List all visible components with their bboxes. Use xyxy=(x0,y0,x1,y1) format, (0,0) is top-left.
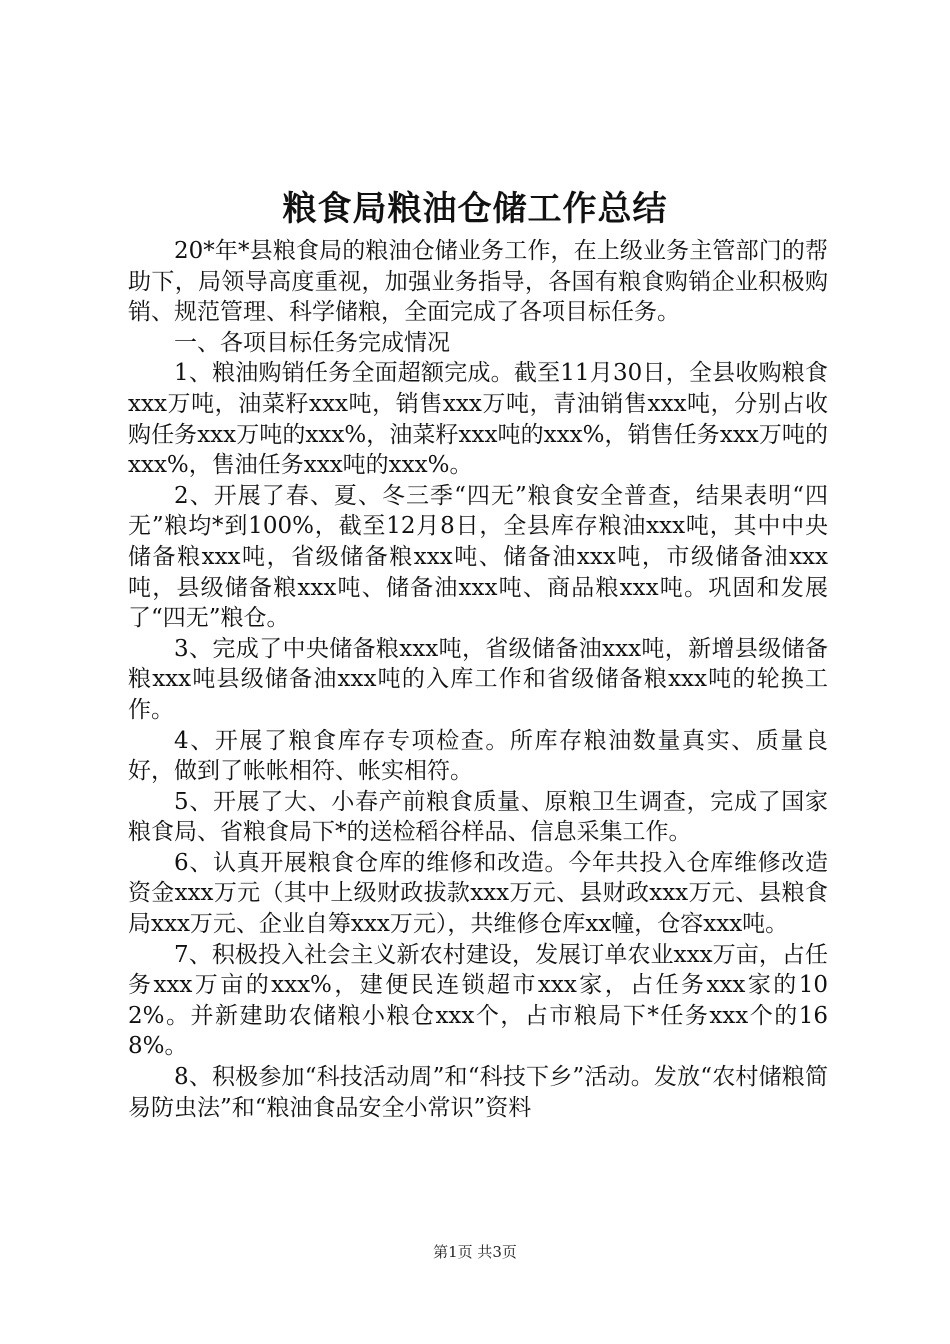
paragraph-intro: 20*年*县粮食局的粮油仓储业务工作，在上级业务主管部门的帮助下，局领导高度重视，加强业务指导，各国有粮食购销企业积极购销、规范管理、科学储粮，全面完成了各项目标任务。 xyxy=(128,238,828,326)
paragraph-item-1: 1、粮油购销任务全面超额完成。截至11月30日，全县收购粮食xxx万吨，油菜籽xxx吨，销售xxx万吨，青油销售xxx吨，分别占收购任务xxx万吨的xxx%，油菜籽xxx吨的xxx%，销售任务xxx万吨的xxx%，售油任务xxx吨的xxx%。 xyxy=(128,360,828,479)
page-footer: 第1页 共3页 xyxy=(433,1243,517,1261)
paragraph-item-8: 8、积极参加“科技活动周”和“科技下乡”活动。发放“农村储粮简易防虫法”和“粮油食品安全小常识”资料 xyxy=(128,1064,828,1121)
paragraph-item-6: 6、认真开展粮食仓库的维修和改造。今年共投入仓库维修改造资金xxx万元（其中上级财政拔款xxx万元、县财政xxx万元、县粮食局xxx万元、企业自筹xxx万元），共维修仓库xx幢，仓容xxx吨。 xyxy=(128,849,828,938)
paragraph-item-7: 7、积极投入社会主义新农村建设，发展订单农业xxx万亩，占任务xxx万亩的xxx%，建便民连锁超市xxx家，占任务xxx家的102%。并新建助农储粮小粮仓xxx个，占市粮局下*任务xxx个的168%。 xyxy=(128,941,828,1060)
paragraph-item-3: 3、完成了中央储备粮xxx吨，省级储备油xxx吨，新增县级储备粮xxx吨县级储备油xxx吨的入库工作和省级储备粮xxx吨的轮换工作。 xyxy=(128,635,828,723)
paragraph-item-4: 4、开展了粮食库存专项检查。所库存粮油数量真实、质量良好，做到了帐帐相符、帐实相符。 xyxy=(128,727,828,785)
document-body xyxy=(128,236,828,1123)
document-title: 粮食局粮油仓储工作总结 xyxy=(282,189,668,229)
section-heading: 一、各项目标任务完成情况 xyxy=(174,329,450,356)
paragraph-item-2: 2、开展了春、夏、冬三季“四无”粮食安全普查，结果表明“四无”粮均*到100%，截至12月8日，全县库存粮油xxx吨，其中中央储备粮xxx吨，省级储备粮xxx吨、储备油xxx吨，市级储备油xxx吨，县级储备粮xxx吨、储备油xxx吨、商品粮xxx吨。巩固和发展了“四无”粮仓。 xyxy=(128,482,828,632)
paragraph-item-5: 5、开展了大、小春产前粮食质量、原粮卫生调查，完成了国家粮食局、省粮食局下*的送检稻谷样品、信息采集工作。 xyxy=(128,788,828,846)
